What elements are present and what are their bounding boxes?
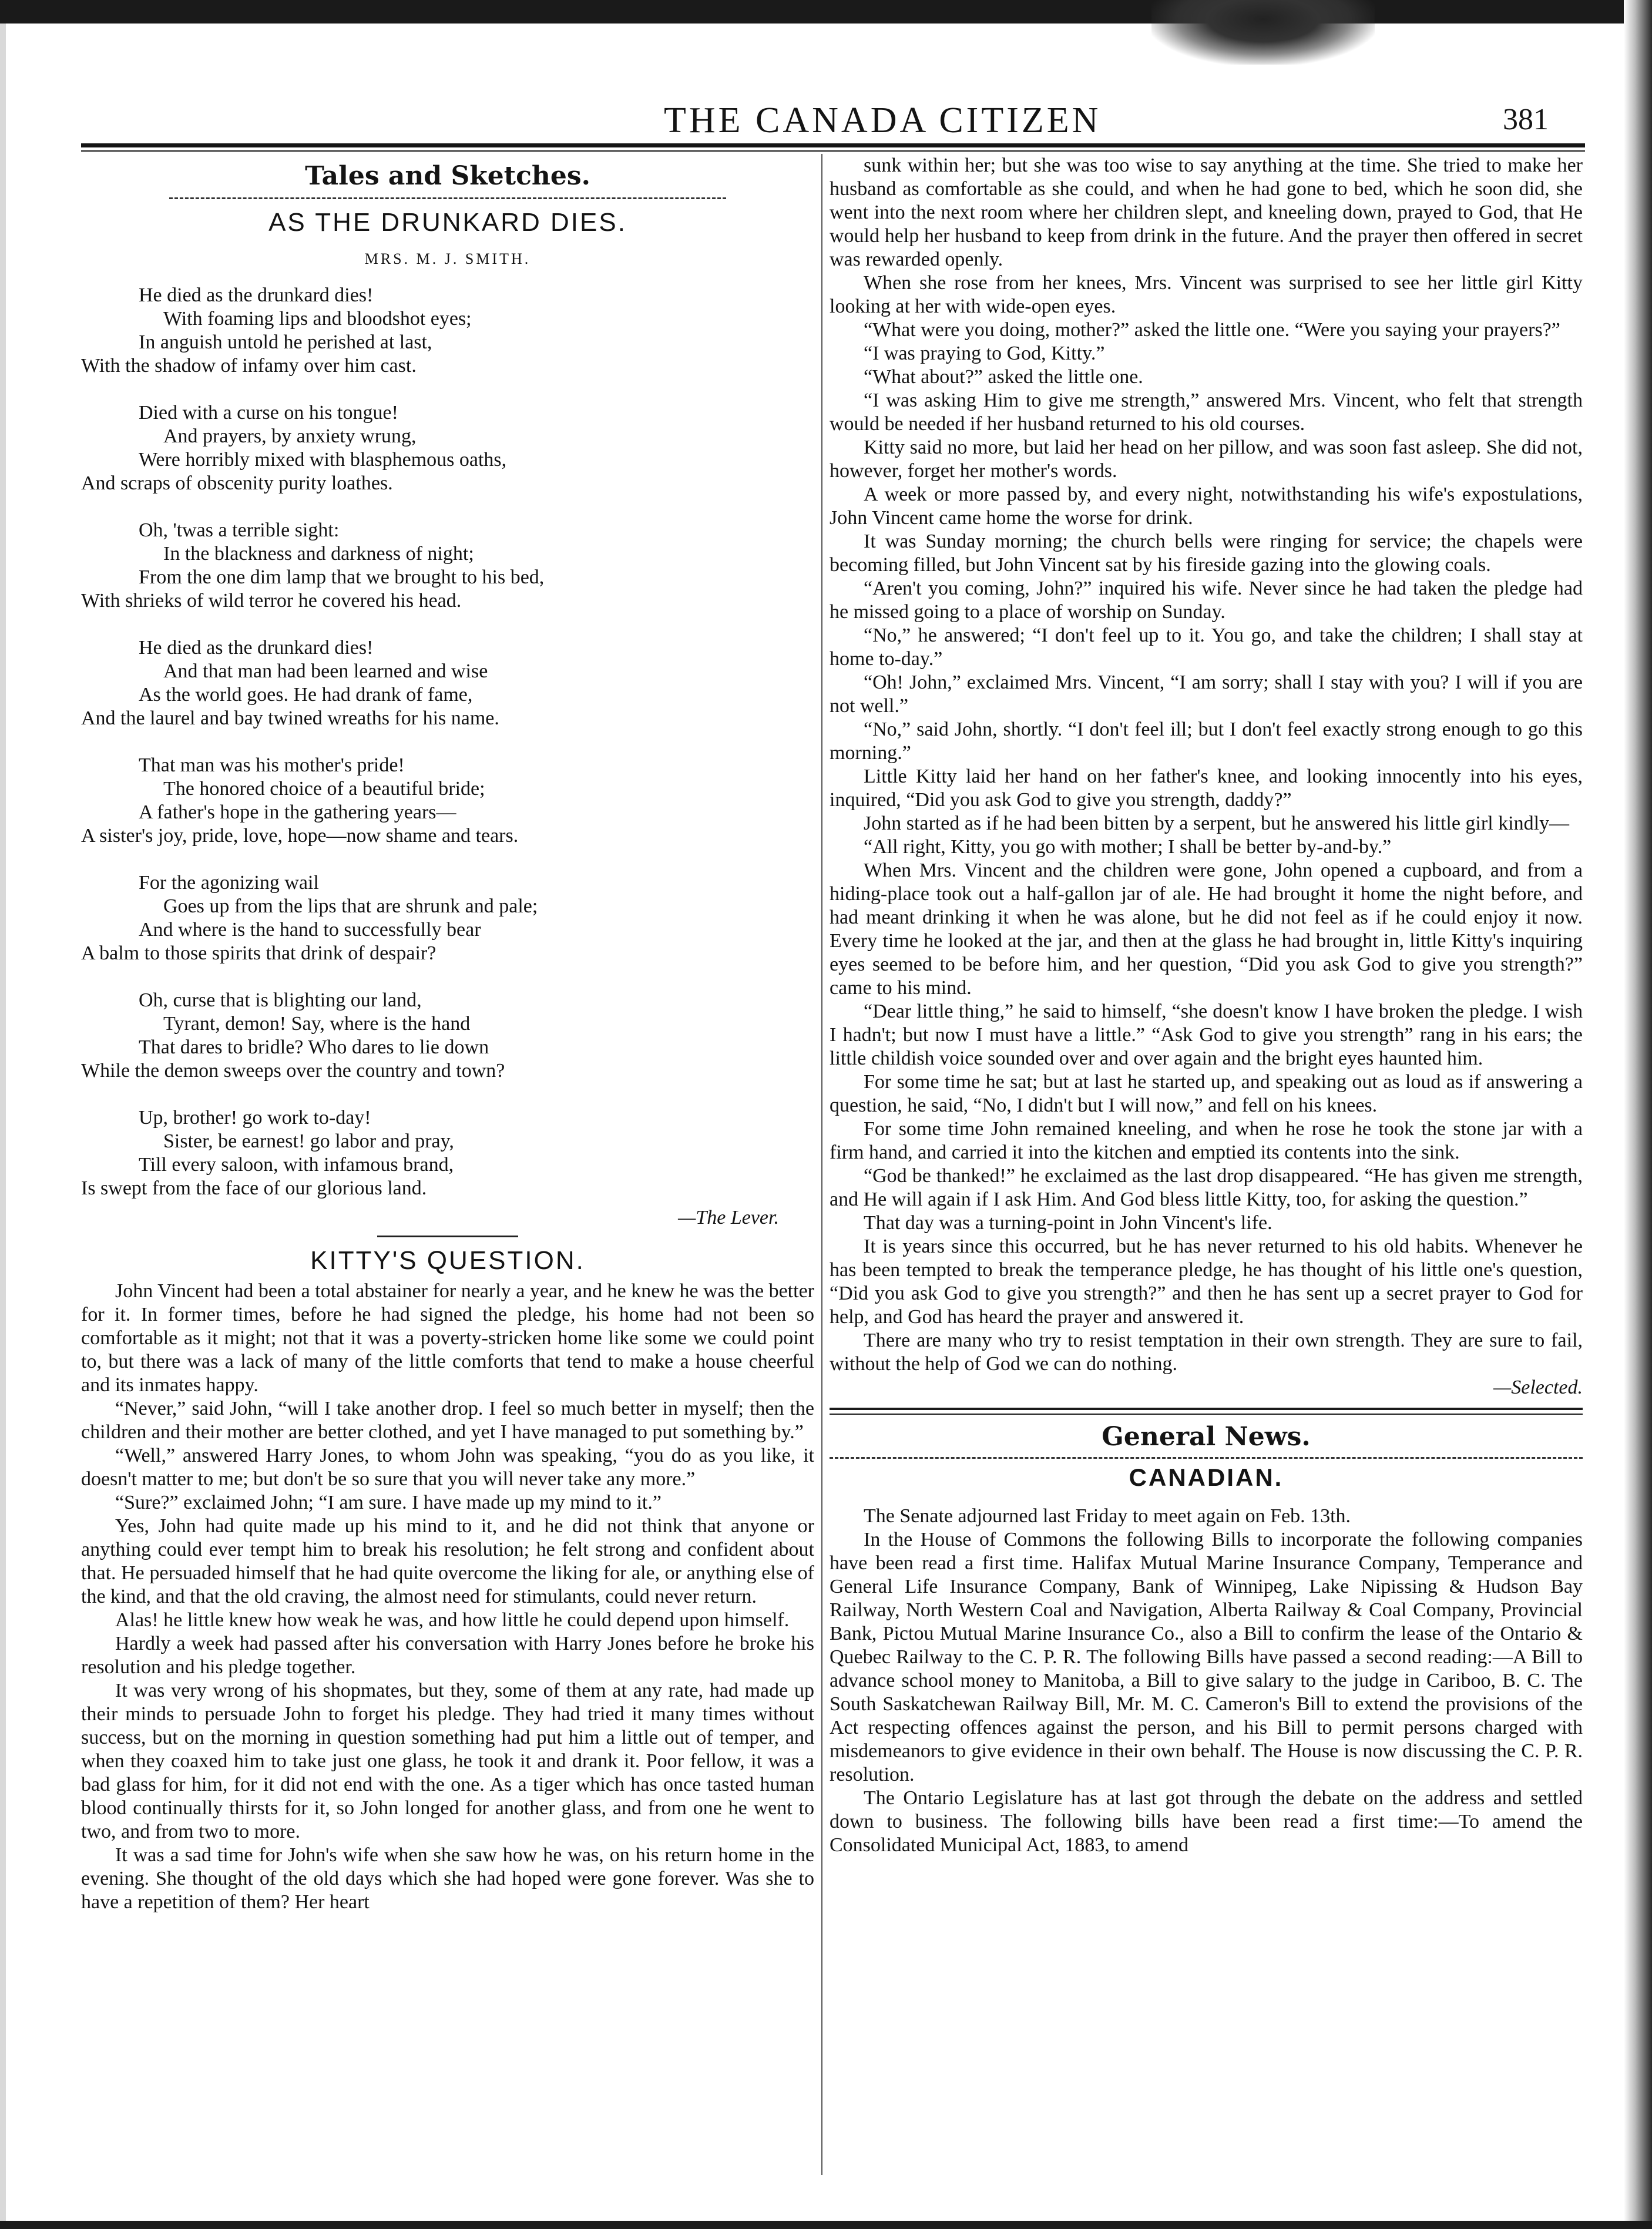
paragraph: It was Sunday morning; the church bells were ringing for service; the chapels were becoming filled, but John Vincent sat by his fireside gazing into the glowing coals.: [830, 531, 1583, 576]
paragraph: In the House of Commons the following Bills to incorporate the following companies have been read a first time. Halifax Mutual Marine Insurance Company, Temperance and General Life Insurance Company, Bank of Winnipeg, Lake Nipissing & Hudson Bay Railway, North Western Coal and Navigation, Alberta Railway & Coal Company, Provincial Bank, Pictou Mutual Marine Insurance Co., also a Bill to confirm the lease of the Ontario & Quebec Railway to the C. P. R. The following Bills have passed a second reading:—A Bill to advance school money to Manitoba, a Bill to give salary to the judge in Cariboo, B. C. The South Saskatchewan Railway Bill, Mr. M. C. Cameron's Bill to extend the provisions of the Act respecting offences against the person, and his Bill to permit persons charged with misdemeanors to give evidence in their own behalf. The House is now discussing the C. P. R. resolution.: [830, 1529, 1583, 1785]
page-number: 381: [1503, 103, 1549, 136]
poem-line: A father's hope in the gathering years—: [139, 801, 456, 823]
paragraph: “I was praying to God, Kitty.”: [864, 343, 1105, 364]
poem-stanza: [81, 1106, 814, 1200]
paragraph: Kitty said no more, but laid her head on her pillow, and was soon fast asleep. She did not, however, forget her mother's words.: [830, 437, 1583, 482]
poem-line: A sister's joy, pride, love, hope—now shame and tears.: [81, 825, 519, 847]
poem-stanza: [81, 989, 814, 1083]
paragraph: “Never,” said John, “will I take another drop. I feel so much better in myself; then the children and their mother are better clothed, and yet I have managed to put something by.”: [81, 1398, 814, 1443]
news-body: [830, 1505, 1583, 1857]
paragraph: There are many who try to resist temptation in their own strength. They are sure to fail, without the help of God we can do nothing.: [830, 1330, 1583, 1375]
poem-line: In anguish untold he perished at last,: [139, 331, 432, 353]
poem-line: And scraps of obscenity purity loathes.: [81, 472, 393, 494]
paragraph: “Oh! John,” exclaimed Mrs. Vincent, “I am sorry; shall I stay with you? I will if you are not well.”: [830, 672, 1583, 717]
paragraph: A week or more passed by, and every night, notwithstanding his wife's expostulations, John Vincent came home the worse for drink.: [830, 484, 1583, 529]
dashed-rule: [169, 197, 726, 199]
masthead-rule-thin: [81, 150, 1585, 152]
story-source: —Selected.: [1493, 1377, 1583, 1398]
poem-line: And where is the hand to successfully bear: [139, 919, 481, 941]
paragraph: “I was asking Him to give me strength,” answered Mrs. Vincent, who felt that strength would be needed if her husband returned to his old courses.: [830, 390, 1583, 435]
poem-line: Were horribly mixed with blasphemous oaths,: [139, 449, 507, 471]
page-left-edge: [0, 0, 6, 2229]
paragraph: “Aren't you coming, John?” inquired his wife. Never since he had taken the pledge had he missed going to a place of worship on Sunday.: [830, 578, 1583, 623]
poem-line: A balm to those spirits that drink of despair?: [81, 942, 436, 964]
poem-line: With shrieks of wild terror he covered his head.: [81, 590, 462, 612]
paragraph: For some time John remained kneeling, and when he rose he took the stone jar with a firm hand, and carried it into the kitchen and emptied its contents into the sink.: [830, 1118, 1583, 1163]
poem-stanza: [81, 284, 814, 378]
story-body: [81, 1280, 814, 1914]
paragraph: “What were you doing, mother?” asked the little one. “Were you saying your prayers?”: [864, 319, 1560, 341]
paragraph: sunk within her; but she was too wise to say anything at the time. She tried to make her husband as comfortable as she could, and when he had gone to bed, which he soon did, she went into the next room where her children slept, and kneeling down, prayed to God, that He would help her husband to keep from drink in the future. And the prayer then offered in secret was rewarded openly.: [830, 155, 1583, 270]
masthead: [0, 100, 1652, 141]
poem-line: Till every saloon, with infamous brand,: [139, 1154, 454, 1176]
paragraph: “God be thanked!” he exclaimed as the last drop disappeared. “He has given me strength, and He will again if I ask Him. And God bless little Kitty, too, for asking the question.”: [830, 1165, 1583, 1210]
poem-line: While the demon sweeps over the country and town?: [81, 1060, 505, 1082]
story-continuation: [830, 154, 1583, 1376]
paragraph: Hardly a week had passed after his conversation with Harry Jones before he broke his resolution and his pledge together.: [81, 1633, 814, 1678]
poem-line: And the laurel and bay twined wreaths for his name.: [81, 707, 499, 729]
poem-line: He died as the drunkard dies!: [139, 284, 374, 306]
poem-line: With foaming lips and bloodshot eyes;: [163, 308, 472, 330]
scan-ink-blot: [1151, 0, 1375, 65]
poem-line: The honored choice of a beautiful bride;: [163, 778, 485, 800]
newspaper-title: THE CANADA CITIZEN: [664, 100, 1102, 140]
paragraph: When she rose from her knees, Mrs. Vincent was surprised to see her little girl Kitty looking at her with wide-open eyes.: [830, 272, 1583, 317]
poem-source: —The Lever.: [678, 1207, 779, 1228]
poem-author: MRS. M. J. SMITH.: [364, 250, 531, 267]
poem-line: Oh, 'twas a terrible sight:: [139, 519, 340, 541]
scan-top-border: [0, 0, 1652, 24]
paragraph: “Dear little thing,” he said to himself, “she doesn't know I have broken the pledge. I wish I hadn't; but now I must have a little.” “Ask God to give you strength” rang in his ears; the little childish voice sounded over and over again and the bright eyes haunted him.: [830, 1001, 1583, 1069]
news-subheading: CANADIAN.: [1129, 1463, 1284, 1491]
short-rule: [377, 1236, 518, 1237]
poem-line: That man was his mother's pride!: [139, 754, 405, 776]
right-column: [830, 154, 1583, 1857]
poem-line: For the agonizing wail: [139, 872, 319, 894]
paragraph: That day was a turning-point in John Vincent's life.: [864, 1212, 1272, 1234]
poem-line: That dares to bridle? Who dares to lie down: [139, 1036, 489, 1058]
paragraph: “All right, Kitty, you go with mother; I shall be better by-and-by.”: [864, 836, 1392, 858]
paragraph: John started as if he had been bitten by a serpent, but he answered his little girl kindly—: [864, 813, 1570, 834]
masthead-rule: [81, 143, 1585, 147]
dashed-rule: [830, 1457, 1583, 1459]
paragraph: The Ontario Legislature has at last got through the debate on the address and settled down to business. The following bills have been read a first time:—To amend the Consolidated Municipal Act, 1883, to amend: [830, 1787, 1583, 1856]
poem-stanza: [81, 401, 814, 495]
poem-stanza: [81, 754, 814, 848]
story-title: KITTY'S QUESTION.: [310, 1246, 585, 1275]
poem-line: With the shadow of infamy over him cast.: [81, 355, 417, 377]
paragraph: It was very wrong of his shopmates, but they, some of them at any rate, had made up their minds to persuade John to forget his pledge. They had tried it many times without success, but on the morning in question something had put him a little out of temper, and when they coaxed him to take just one glass, he took it and drank it. Poor fellow, it was a bad glass for him, for it did not end with the one. As a tiger which has once tasted human blood continually thirsts for it, so John longed for another glass, and from one he went to two, and from two to more.: [81, 1680, 814, 1842]
paragraph: John Vincent had been a total abstainer for nearly a year, and he knew he was the better for it. In former times, before he had signed the pledge, his home had not been so comfortable as it might; not that it was a poverty-stricken home like some we could point to, but there was a lack of many of the little comforts that tend to make a house cheerful and its inmates happy.: [81, 1280, 814, 1396]
poem-title: AS THE DRUNKARD DIES.: [268, 208, 627, 237]
scan-right-edge: [1624, 0, 1652, 2229]
paragraph: For some time he sat; but at last he started up, and speaking out as loud as if answering a question, he said, “No, I didn't but I will now,” and fell on his knees.: [830, 1071, 1583, 1116]
poem-stanza: [81, 519, 814, 613]
column-divider: [821, 154, 822, 2175]
poem-line: He died as the drunkard dies!: [139, 637, 374, 659]
paragraph: “Sure?” exclaimed John; “I am sure. I have made up my mind to it.”: [115, 1492, 662, 1513]
poem-stanza: [81, 871, 814, 965]
paragraph: “No,” said John, shortly. “I don't feel ill; but I don't feel exactly strong enough to go this morning.”: [830, 719, 1583, 764]
section-heading-news: General News.: [1102, 1422, 1311, 1452]
poem-line: Oh, curse that is blighting our land,: [139, 989, 422, 1011]
poem-line: As the world goes. He had drank of fame,: [139, 684, 473, 706]
section-heading-tales: Tales and Sketches.: [305, 161, 590, 191]
poem-line: And prayers, by anxiety wrung,: [163, 425, 417, 447]
poem-line: In the blackness and darkness of night;: [163, 543, 474, 565]
section-rule: [830, 1408, 1583, 1415]
poem-line: Died with a curse on his tongue!: [139, 402, 398, 424]
paragraph: It is years since this occurred, but he has never returned to his old habits. Whenever he has been tempted to break the temperance pledge, he has thought of his little one's question, “Did you ask God to give you strength?” and then he has sent up a secret prayer to God for help, and God has heard the prayer and answered it.: [830, 1236, 1583, 1328]
poem-line: Goes up from the lips that are shrunk and pale;: [163, 895, 538, 917]
paragraph: It was a sad time for John's wife when she saw how he was, on his return home in the evening. She thought of the old days which she had hoped were gone forever. Was she to have a repetition of them? Her heart: [81, 1844, 814, 1913]
left-column: [81, 154, 814, 1914]
poem-line: Sister, be earnest! go labor and pray,: [163, 1130, 454, 1152]
poem-line: Is swept from the face of our glorious land.: [81, 1177, 427, 1199]
paragraph: Little Kitty laid her hand on her father's knee, and looking innocently into his eyes, inquired, “Did you ask God to give you strength, daddy?”: [830, 766, 1583, 811]
paragraph: Yes, John had quite made up his mind to it, and he did not think that anyone or anything could ever tempt him to break his resolution; he felt strong and confident about that. He persuaded himself that he had quite overcome the liking for ale, or anything else of the kind, and that the old craving, the almost need for stimulants, could never return.: [81, 1515, 814, 1607]
paragraph: Alas! he little knew how weak he was, and how little he could depend upon himself.: [115, 1609, 790, 1631]
paragraph: “No,” he answered; “I don't feel up to it. You go, and take the children; I shall stay at home to-day.”: [830, 625, 1583, 670]
poem-body: [81, 284, 814, 1200]
paragraph: “Well,” answered Harry Jones, to whom John was speaking, “you do as you like, it doesn't matter to me; but don't be so sure that you will never take any more.”: [81, 1445, 814, 1490]
poem-line: And that man had been learned and wise: [163, 660, 488, 682]
poem-line: From the one dim lamp that we brought to his bed,: [139, 566, 545, 588]
paragraph: The Senate adjourned last Friday to meet again on Feb. 13th.: [864, 1505, 1351, 1527]
poem-stanza: [81, 636, 814, 730]
scan-bottom-border: [0, 2221, 1652, 2229]
poem-line: Up, brother! go work to-day!: [139, 1107, 371, 1129]
paragraph: “What about?” asked the little one.: [864, 366, 1143, 388]
poem-line: Tyrant, demon! Say, where is the hand: [163, 1013, 471, 1035]
paragraph: When Mrs. Vincent and the children were gone, John opened a cupboard, and from a hiding-place took out a half-gallon jar of ale. He had brought it home the night before, and had meant drinking it when he was alone, but he did not feel as if he could enjoy it now. Every time he looked at the jar, and then at the glass he had brought in, little Kitty's inquiring eyes seemed to be before him, and her question, “Did you ask God to give you strength?” came to his mind.: [830, 860, 1583, 999]
